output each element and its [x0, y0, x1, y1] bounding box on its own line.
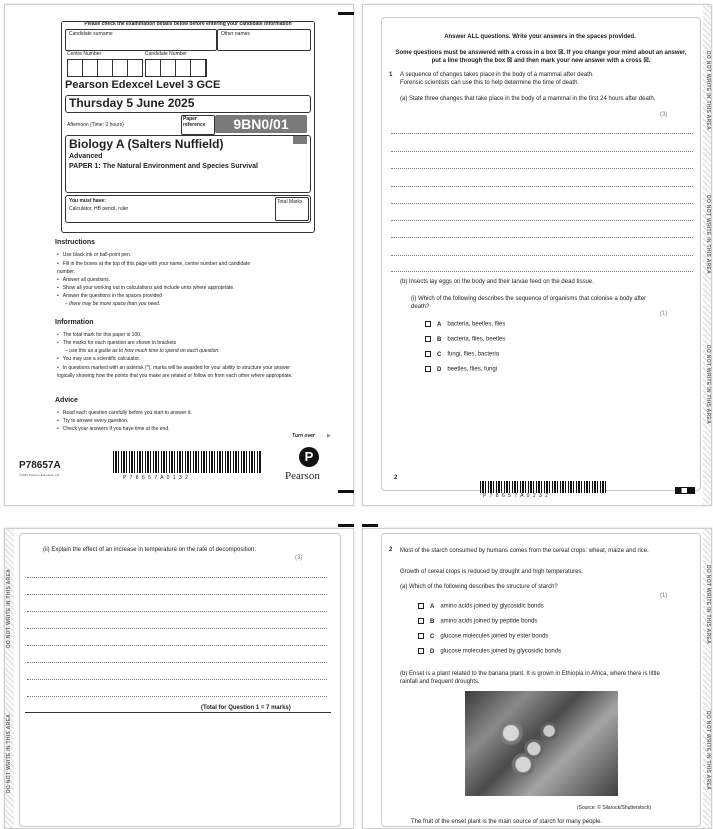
enset-plant-photo [465, 691, 618, 796]
answer-line[interactable] [27, 628, 327, 629]
answer-option-c[interactable]: C fungi, flies, bacteria [425, 351, 499, 358]
question-part: (b) Insects lay eggs on the body and their larvae feed on the dead tissue. [400, 279, 594, 285]
answer-line[interactable] [27, 611, 327, 612]
margin-warning: DO NOT WRITE IN THIS AREA [6, 714, 12, 793]
question-page-2 [362, 4, 712, 506]
information-heading: Information [55, 319, 94, 326]
question-number: 2 [389, 547, 393, 553]
question-text: A sequence of changes takes place in the body of a mammal after death. [400, 72, 594, 78]
question-marks: (3) [295, 555, 303, 561]
information-item: • You may use a scientific calculator. [57, 356, 317, 362]
centre-number-boxes[interactable] [67, 59, 143, 77]
answer-line[interactable] [391, 271, 693, 272]
checkbox[interactable] [425, 336, 431, 342]
checkbox[interactable] [425, 321, 431, 327]
information-item: • In questions marked with an asterisk (*), marks will be awarded for your ability to structure your answer logically showing how the points that you make are related or follow on from each other where appropriate. [57, 364, 307, 380]
advice-item: • Try to answer every question. [57, 418, 317, 424]
answer-line[interactable] [391, 133, 693, 134]
barcode [113, 451, 261, 473]
pearson-logo-icon: P [299, 447, 319, 467]
page-number: 2 [394, 475, 398, 481]
answer-line[interactable] [391, 151, 693, 152]
advice-item: • Check your answers if you have time at the end. [57, 426, 317, 432]
answer-option-b[interactable]: B amino acids joined by peptide bonds [418, 618, 537, 625]
margin-warning: DO NOT WRITE IN THIS AREA [705, 195, 711, 274]
header-note: Please check the examination details below before entering your candidate information [84, 21, 292, 27]
question-text: Growth of cereal crops is reduced by drought and high temperatures. [400, 569, 584, 575]
paper-reference-label: Paper reference [183, 116, 206, 128]
answer-option-d[interactable]: D glucose molecules joined by glycosidic bonds [418, 648, 561, 655]
answer-line[interactable] [27, 577, 327, 578]
question-part: (a) Which of the following describes the structure of starch? [400, 584, 558, 590]
session: Afternoon (Time: 2 hours) [67, 122, 124, 128]
answer-line[interactable] [391, 203, 693, 204]
checkbox[interactable] [418, 648, 424, 654]
total-divider [25, 712, 331, 713]
question-marks: (1) [660, 593, 668, 599]
centre-number-label: Centre Number [67, 51, 102, 57]
margin-marker [338, 490, 354, 493]
margin-warning: DO NOT WRITE IN THIS AREA [705, 565, 711, 644]
answer-option-a[interactable]: A bacteria, beetles, flies [425, 321, 505, 328]
turn-over: Turn over [292, 433, 315, 439]
answer-all-header: Answer ALL questions. Write your answers in the spaces provided. [444, 34, 636, 40]
qualification: Pearson Edexcel Level 3 GCE [65, 79, 221, 91]
cross-instruction: Some questions must be answered with a cross in a box ☒. If you change your mind about an answer, put a line through the box ☒ and then mark your new answer with a cross ☒. [395, 50, 687, 64]
candidate-number-label: Candidate Number [145, 51, 187, 57]
answer-option-b[interactable]: B bacteria, flies, beetles [425, 336, 505, 343]
turn-over-arrow-icon: ▶ [327, 433, 331, 439]
copyright: ©2025 Pearson Education Ltd. [19, 473, 60, 477]
question-subpart: (i) Which of the following describes the sequence of organisms that colonise a body after death? [411, 296, 647, 310]
margin-marker [362, 524, 378, 527]
must-have-label: You must have: [69, 198, 106, 204]
answer-option-c[interactable]: C glucose molecules joined by ester bonds [418, 633, 548, 640]
candidate-number-boxes[interactable] [145, 59, 207, 77]
margin-warning: DO NOT WRITE IN THIS AREA [705, 51, 711, 130]
candidate-surname-label: Candidate surname [69, 31, 113, 37]
instruction-item: • Fill in the boxes at the top of this page with your name, centre number and candidate number. [57, 260, 257, 276]
other-names-label: Other names [221, 31, 250, 37]
barcode [480, 481, 606, 493]
checkbox[interactable] [418, 618, 424, 624]
question-page-4 [362, 528, 712, 829]
instruction-item: • Answer all questions. [57, 277, 317, 283]
question-text: The fruit of the enset plant is the main source of starch for many people. [411, 819, 603, 825]
question-page-3 [4, 528, 354, 829]
barcode-digits: P 7 8 6 5 7 A 0 1 3 2 [123, 475, 189, 481]
information-item: • The total mark for this paper is 100. [57, 332, 317, 338]
information-item: • The marks for each question are shown in brackets [57, 340, 317, 346]
level: Advanced [69, 153, 103, 160]
question-marks: (1) [660, 311, 668, 317]
answer-line[interactable] [391, 255, 693, 256]
checkbox[interactable] [418, 633, 424, 639]
question-part: (b) Enset is a plant related to the banana plant. It is grown in Ethiopia in Africa, where there is little rainfall and frequent droughts. [400, 671, 660, 685]
answer-line[interactable] [27, 679, 327, 680]
answer-line[interactable] [27, 662, 327, 663]
margin-marker [338, 524, 354, 527]
barcode-digits: P 7 8 6 5 7 A 0 2 3 2 [483, 493, 549, 499]
instruction-item: • Show all your working out in calculations and include units where appropriate. [57, 285, 327, 291]
margin-warning: DO NOT WRITE IN THIS AREA [705, 711, 711, 790]
margin-warning: DO NOT WRITE IN THIS AREA [6, 569, 12, 648]
question-marks: (3) [660, 112, 668, 118]
instructions-heading: Instructions [55, 239, 96, 246]
answer-line[interactable] [391, 237, 693, 238]
pearson-logo-text: Pearson [285, 470, 320, 482]
instruction-note: – there may be more space than you need. [65, 301, 161, 307]
answer-option-d[interactable]: D beetles, flies, fungi [425, 366, 497, 373]
paper-reference: 9BN0/01 [215, 115, 307, 133]
question-total: (Total for Question 1 = 7 marks) [201, 705, 291, 711]
advice-heading: Advice [55, 397, 78, 404]
checkbox[interactable] [418, 603, 424, 609]
answer-line[interactable] [391, 220, 693, 221]
question-text: Most of the starch consumed by humans comes from the cereal crops: wheat, maize and rice. [400, 548, 649, 554]
checkbox[interactable] [425, 366, 431, 372]
paper-code: P78657A [19, 460, 61, 471]
answer-line[interactable] [27, 696, 327, 697]
checkbox[interactable] [425, 351, 431, 357]
answer-line[interactable] [391, 168, 693, 169]
subject: Biology A (Salters Nuffield) [69, 137, 224, 151]
answer-line[interactable] [27, 594, 327, 595]
answer-line[interactable] [391, 186, 693, 187]
cover-page [4, 4, 354, 506]
information-note: – use this as a guide as to how much time to spend on each question. [65, 348, 220, 354]
instruction-item: • Answer the questions in the spaces provided [57, 293, 317, 299]
page-marker [675, 487, 695, 494]
advice-item: • Read each question carefully before you start to answer it. [57, 410, 317, 416]
question-part: (a) State three changes that take place in the body of a mammal in the first 24 hours after death. [400, 96, 656, 102]
total-marks-label: Total Marks [277, 199, 303, 205]
question-number: 1 [389, 72, 393, 78]
must-have-items: Calculator, HB pencil, ruler [69, 206, 129, 212]
paper-code-corner [293, 136, 307, 144]
exam-date: Thursday 5 June 2025 [69, 96, 195, 110]
margin-warning: DO NOT WRITE IN THIS AREA [705, 345, 711, 424]
margin-marker [338, 12, 354, 15]
answer-option-a[interactable]: A amino acids joined by glycosidic bonds [418, 603, 544, 610]
image-source: (Source: © Silarock/Shutterstock) [577, 805, 651, 811]
question-text: Forensic scientists can use this to help determine the time of death. [400, 80, 580, 86]
answer-line[interactable] [27, 645, 327, 646]
question-subpart: (ii) Explain the effect of an increase in temperature on the rate of decomposition. [43, 547, 257, 553]
instruction-item: • Use black ink or ball-point pen. [57, 252, 317, 258]
paper-title: PAPER 1: The Natural Environment and Species Survival [69, 163, 258, 170]
